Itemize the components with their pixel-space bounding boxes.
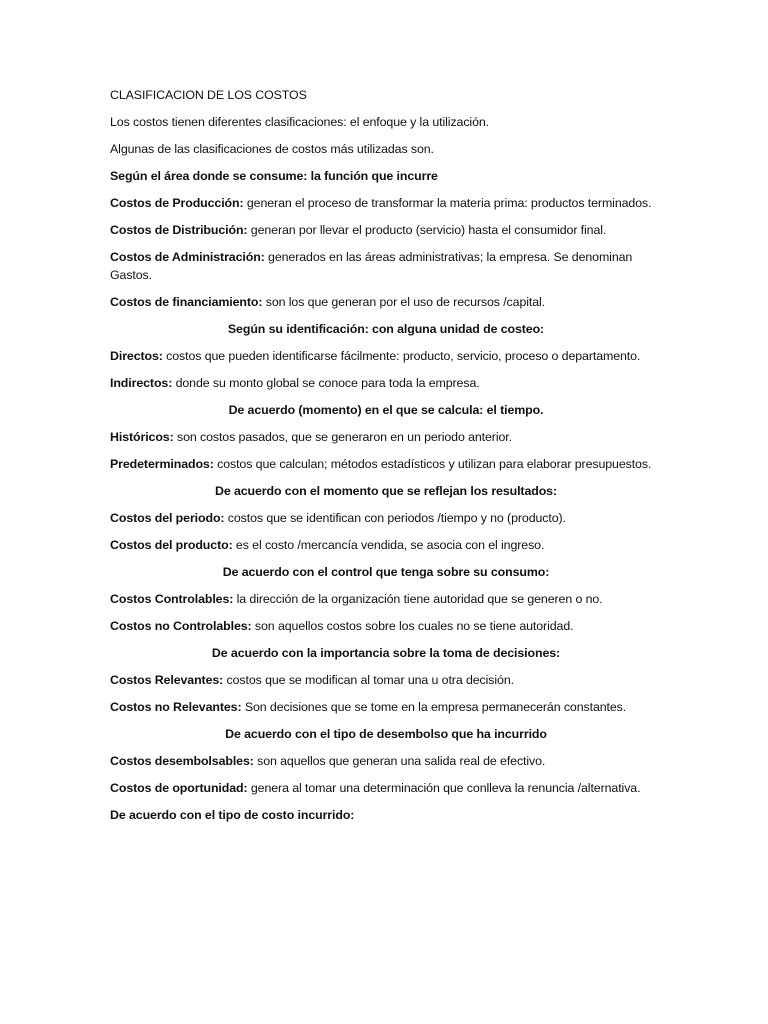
item-term: Costos no Controlables: (110, 619, 252, 633)
item-text: genera al tomar una determinación que conlleva la renuncia /alternativa. (247, 781, 641, 795)
item-costos-financiamiento (110, 293, 662, 311)
item-indirectos (110, 374, 662, 392)
item-term: Costos Controlables: (110, 592, 234, 606)
item-term: Históricos: (110, 430, 174, 444)
section-heading-area-consumo: Según el área donde se consume: la función que incurre (110, 169, 438, 183)
item-costos-oportunidad (110, 779, 662, 797)
item-text: la dirección de la organización tiene autoridad que se generen o no. (233, 592, 603, 606)
item-costos-no-relevantes (110, 698, 662, 716)
item-text: costos que calculan; métodos estadísticos y utilizan para elaborar presupuestos. (213, 457, 652, 471)
item-term: Costos del producto: (110, 538, 233, 552)
item-term: Costos desembolsables: (110, 754, 254, 768)
section-heading-momento-calculo: De acuerdo (momento) en el que se calcula: el tiempo. (228, 403, 544, 417)
item-text: son aquellos que generan una salida real de efectivo. (253, 754, 546, 768)
item-costos-no-controlables (110, 617, 662, 635)
item-term: Costos de Administración: (110, 250, 265, 264)
item-text: son los que generan por el uso de recursos /capital. (262, 295, 546, 309)
item-term: Costos no Relevantes: (110, 700, 242, 714)
item-costos-distribucion (110, 221, 662, 239)
item-text: generan el proceso de transformar la materia prima: productos terminados. (243, 196, 652, 210)
intro-paragraph-1: Los costos tienen diferentes clasificaciones: el enfoque y la utilización. (110, 115, 489, 129)
document-title: CLASIFICACION DE LOS COSTOS (110, 88, 307, 102)
item-costos-desembolsables (110, 752, 662, 770)
item-costos-producto (110, 536, 662, 554)
item-predeterminados (110, 455, 662, 473)
item-text: son aquellos costos sobre los cuales no se tiene autoridad. (251, 619, 574, 633)
item-text: son costos pasados, que se generaron en un periodo anterior. (173, 430, 512, 444)
item-directos (110, 347, 662, 365)
section-heading-momento-resultados: De acuerdo con el momento que se reflejan los resultados: (214, 484, 558, 498)
closing-heading: De acuerdo con el tipo de costo incurrido: (110, 808, 355, 822)
item-costos-administracion (110, 248, 662, 284)
section-heading-control: De acuerdo con el control que tenga sobre su consumo: (222, 565, 550, 579)
item-term: Directos: (110, 349, 163, 363)
section-heading-identificacion: Según su identificación: con alguna unidad de costeo: (227, 322, 545, 336)
item-text: costos que se identifican con periodos /tiempo y no (producto). (224, 511, 566, 525)
item-term: Costos de financiamiento: (110, 295, 263, 309)
document-page (110, 86, 662, 833)
item-historicos (110, 428, 662, 446)
item-term: Costos de Distribución: (110, 223, 248, 237)
item-text: Son decisiones que se tome en la empresa permanecerán constantes. (241, 700, 627, 714)
item-text: costos que pueden identificarse fácilmente: producto, servicio, proceso o departamento. (162, 349, 641, 363)
item-term: Costos del periodo: (110, 511, 225, 525)
item-term: Costos Relevantes: (110, 673, 224, 687)
item-term: Indirectos: (110, 376, 173, 390)
section-heading-importancia: De acuerdo con la importancia sobre la toma de decisiones: (211, 646, 561, 660)
intro-paragraph-2: Algunas de las clasificaciones de costos más utilizadas son. (110, 142, 434, 156)
item-text: generados en las áreas administrativas; la empresa. Se denominan Gastos. (110, 250, 633, 282)
item-text: es el costo /mercancía vendida, se asocia con el ingreso. (232, 538, 545, 552)
item-term: Costos de Producción: (110, 196, 244, 210)
item-text: generan por llevar el producto (servicio) hasta el consumidor final. (247, 223, 607, 237)
item-text: costos que se modifican al tomar una u otra decisión. (223, 673, 514, 687)
item-costos-periodo (110, 509, 662, 527)
item-costos-produccion (110, 194, 662, 212)
item-term: Costos de oportunidad: (110, 781, 248, 795)
item-costos-relevantes (110, 671, 662, 689)
item-costos-controlables (110, 590, 662, 608)
section-heading-desembolso: De acuerdo con el tipo de desembolso que ha incurrido (225, 727, 547, 741)
item-term: Predeterminados: (110, 457, 214, 471)
item-text: donde su monto global se conoce para toda la empresa. (172, 376, 480, 390)
